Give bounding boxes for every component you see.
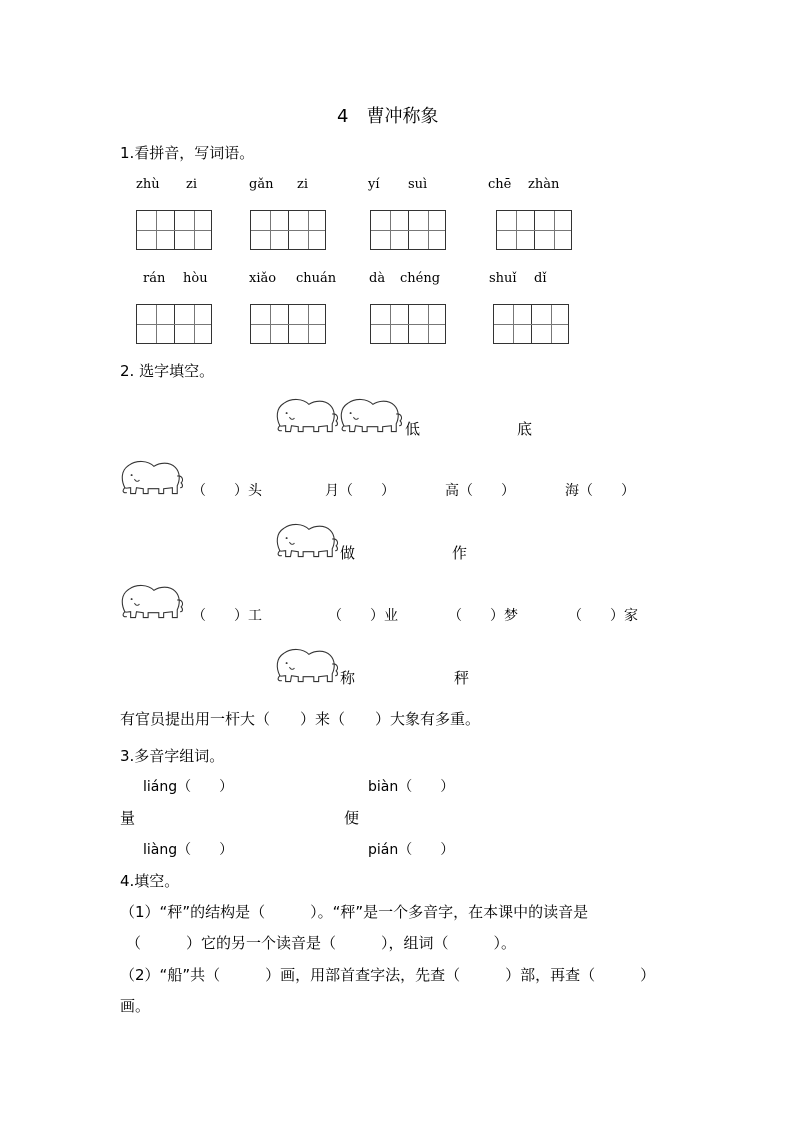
pinyin-4-2: zhàn — [528, 177, 560, 192]
pinyin-1-1: zhù — [136, 177, 160, 192]
q2-heading: 2. 选字填空。 — [120, 362, 215, 380]
fill-blank[interactable]: 月（ ） — [325, 483, 395, 499]
fill-sentence[interactable]: 有官员提出用一杆大（ ）来（ ）大象有多重。 — [120, 710, 481, 728]
pinyin-blank-bian4[interactable]: biàn（ ） — [368, 779, 455, 795]
pinyin-3-2: suì — [408, 177, 428, 192]
pinyin-8-1: shuǐ — [489, 271, 517, 286]
pinyin-blank-liang2[interactable]: liáng（ ） — [143, 779, 234, 795]
fill-blank[interactable]: （ ）工 — [192, 608, 262, 624]
pinyin-7-2: chéng — [400, 271, 441, 286]
pinyin-6-1: xiǎo — [249, 271, 277, 286]
polyphone-liang: 量 — [120, 809, 136, 827]
char-choice-cheng1: 称 — [340, 669, 356, 687]
char-choice-cheng2: 秤 — [454, 669, 470, 687]
fill-blank[interactable]: （ ）头 — [192, 483, 262, 499]
elephant-icon — [119, 458, 185, 498]
q4-line[interactable]: （ ）它的另一个读音是（ ），组词（ ）。 — [126, 934, 517, 952]
q4-line: 画。 — [120, 997, 151, 1015]
pinyin-2-1: gǎn — [249, 177, 274, 192]
elephant-icon — [338, 396, 404, 436]
q3-heading: 3.多音字组词。 — [120, 747, 225, 765]
char-choice-di3: 底 — [517, 420, 533, 438]
q4-line[interactable]: （1）“秤”的结构是（ ）。“秤”是一个多音字，在本课中的读音是 — [120, 903, 589, 921]
pinyin-4-1: chē — [488, 177, 512, 192]
char-choice-di1: 低 — [405, 420, 421, 438]
pinyin-blank-liang4[interactable]: liàng（ ） — [143, 842, 234, 858]
char-choice-zuo1: 做 — [340, 544, 356, 562]
writing-grid[interactable] — [493, 304, 569, 344]
writing-grid[interactable] — [250, 210, 326, 250]
writing-grid[interactable] — [136, 304, 212, 344]
pinyin-6-2: chuán — [296, 271, 337, 286]
fill-blank[interactable]: （ ）业 — [328, 608, 398, 624]
pinyin-5-1: rán — [143, 271, 166, 286]
pinyin-2-2: zi — [297, 177, 309, 192]
q4-line[interactable]: （2）“船”共（ ）画，用部首查字法，先查（ ）部，再查（ ） — [120, 966, 656, 984]
writing-grid[interactable] — [370, 210, 446, 250]
char-choice-zuo2: 作 — [452, 544, 468, 562]
fill-blank[interactable]: （ ）梦 — [448, 608, 518, 624]
writing-grid[interactable] — [250, 304, 326, 344]
fill-blank[interactable]: 高（ ） — [445, 483, 515, 499]
fill-blank[interactable]: 海（ ） — [565, 483, 635, 499]
pinyin-5-2: hòu — [183, 271, 208, 286]
pinyin-blank-pian2[interactable]: pián（ ） — [368, 842, 455, 858]
elephant-icon — [274, 646, 340, 686]
pinyin-1-2: zi — [186, 177, 198, 192]
writing-grid[interactable] — [136, 210, 212, 250]
elephant-icon — [119, 582, 185, 622]
page-title: 4 曹冲称象 — [337, 106, 439, 127]
fill-blank[interactable]: （ ）家 — [568, 608, 638, 624]
writing-grid[interactable] — [496, 210, 572, 250]
q4-heading: 4.填空。 — [120, 872, 180, 890]
pinyin-8-2: dǐ — [534, 271, 547, 286]
q1-heading: 1.看拼音，写词语。 — [120, 144, 255, 162]
elephant-icon — [274, 396, 340, 436]
pinyin-3-1: yí — [368, 177, 380, 192]
elephant-icon — [274, 521, 340, 561]
polyphone-bian: 便 — [344, 809, 360, 827]
writing-grid[interactable] — [370, 304, 446, 344]
pinyin-7-1: dà — [369, 271, 386, 286]
